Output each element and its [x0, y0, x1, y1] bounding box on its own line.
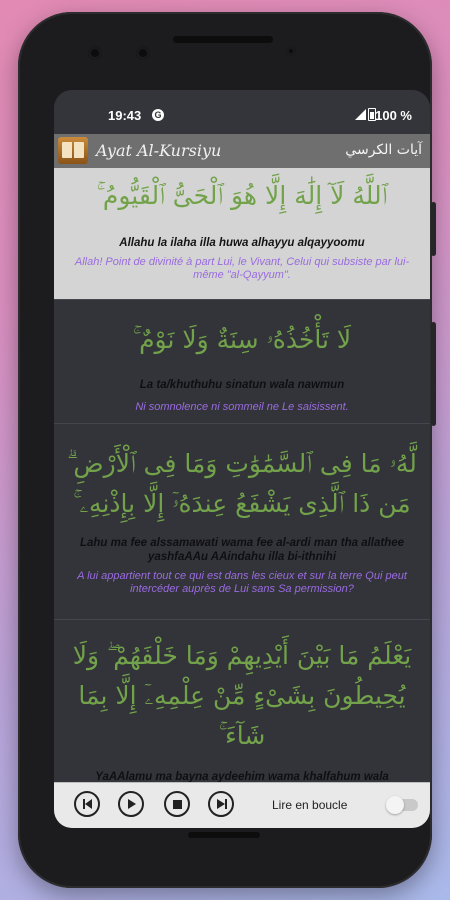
google-notification-icon: G [152, 109, 164, 121]
play-button[interactable] [118, 791, 144, 817]
power-button [431, 322, 436, 426]
verse-transliteration: Lahu ma fee alssamawati wama fee al-ardi man tha allathee yashfaAAu AAindahu illa bi-ithnihi [79, 537, 405, 563]
verse-arabic: يَعْلَمُ مَا بَيْنَ أَيْدِيهِمْ وَمَا خَلْفَهُمْ ۖ وَلَا يُحِيطُونَ بِشَىْءٍ مِّنْ عِلْمِهِۦٓ إِلَّا بِمَا شَآءَ ۚ [72, 641, 412, 750]
verse-transliteration: La ta/khuthuhu sinatun wala nawmun [139, 379, 345, 391]
verse-transliteration: Allahu la ilaha illa huwa alhayyu alqayyoomu [119, 237, 365, 249]
app-title-arabic: آيات الكرسي [345, 142, 422, 158]
battery-level: 100 % [375, 108, 412, 123]
verse-item[interactable] [54, 620, 430, 782]
app-title: Ayat Al-Kursiyu [96, 141, 222, 160]
signal-icon [355, 109, 366, 120]
toggle-knob [386, 796, 404, 814]
proximity-sensor-icon [286, 46, 296, 56]
sensor-icon [136, 46, 150, 60]
stop-icon [173, 800, 182, 809]
verse-translation: Ni somnolence ni sommeil ne Le saisissent. [135, 401, 349, 413]
verse-arabic: ٱللَّهُ لَآ إِلَٰهَ إِلَّا هُوَ ٱلْحَىُّ ٱلْقَيُّومُ ۚ [96, 181, 388, 210]
volume-button [431, 202, 436, 256]
front-camera-icon [88, 46, 102, 60]
next-icon [217, 799, 225, 809]
loop-toggle[interactable] [388, 799, 418, 811]
earpiece-speaker [173, 36, 273, 43]
app-screen [54, 90, 430, 828]
phone-frame [18, 12, 432, 888]
stop-button[interactable] [164, 791, 190, 817]
verse-item[interactable] [54, 424, 430, 620]
previous-button[interactable] [74, 791, 100, 817]
bottom-speaker [188, 832, 260, 838]
verse-item[interactable] [54, 300, 430, 424]
verse-list[interactable] [54, 168, 430, 782]
verse-arabic: لَّهُۥ مَا فِى ٱلسَّمَٰوَٰتِ وَمَا فِى ٱلْأَرْضِ ۗ مَن ذَا ٱلَّذِى يَشْفَعُ عِندَهُۥٓ إِلَّا بِإِذْنِهِۦ ۚ [67, 449, 417, 518]
verse-transliteration: YaAAlamu ma bayna aydeehim wama khalfahum wala [95, 771, 389, 782]
play-icon [128, 799, 136, 809]
audio-player-bar [54, 782, 430, 828]
app-bar [54, 134, 430, 168]
loop-label: Lire en boucle [272, 798, 348, 812]
verse-item[interactable] [54, 168, 430, 300]
verse-arabic: لَا تَأْخُذُهُۥ سِنَةٌ وَلَا نَوْمٌ ۚ [132, 325, 352, 354]
verse-translation: Allah! Point de divinité à part Lui, le Vivant, Celui qui subsiste par lui-même "al-Qayyum". [74, 256, 410, 281]
status-bar [54, 90, 430, 134]
status-time: 19:43 [108, 108, 142, 123]
quran-book-icon[interactable] [58, 137, 88, 164]
next-button[interactable] [208, 791, 234, 817]
verse-translation: A lui appartient tout ce qui est dans les cieux et sur la terre Qui peut intercéder auprès de Lui sans Sa permission? [77, 570, 407, 595]
